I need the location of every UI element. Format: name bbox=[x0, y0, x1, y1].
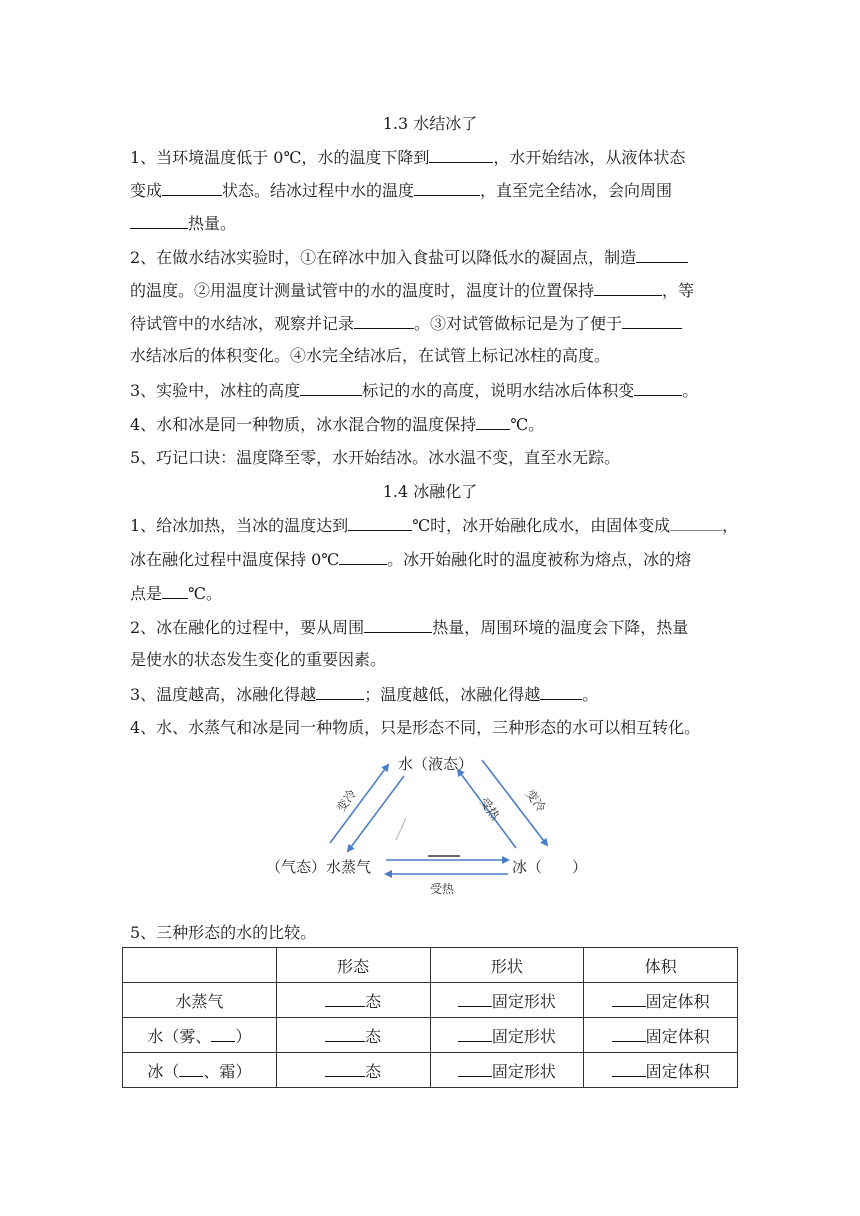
table-cell-volume: 固定体积 bbox=[584, 1018, 738, 1053]
s2-q3: 3、温度越高，冰融化得越 ；温度越低，冰融化得越 。 bbox=[130, 685, 599, 704]
blank[interactable] bbox=[325, 990, 365, 1007]
table-header: 形状 bbox=[430, 948, 584, 983]
blank[interactable] bbox=[458, 1025, 492, 1042]
s1-q1-line3: 热量。 bbox=[130, 212, 730, 235]
table-cell-name: 冰（ 、霜） bbox=[123, 1053, 277, 1088]
table-cell-name: 水蒸气 bbox=[123, 983, 277, 1018]
s1-q2-line2: 的温度。②用温度计测量试管中的水的温度时，温度计的位置保持 ，等 bbox=[130, 281, 695, 300]
blank[interactable] bbox=[211, 1025, 235, 1042]
s2-q1-line2: 冰在融化过程中温度保持 0℃ 。冰开始融化时的温度被称为熔点，冰的熔 bbox=[130, 550, 692, 569]
s1-q2-line3: 待试管中的水结冰，观察并记录 。③对试管做标记是为了便于 bbox=[130, 312, 730, 335]
s1-q4: 4、水和冰是同一种物质，冰水混合物的温度保持 ℃。 bbox=[130, 415, 545, 434]
blank[interactable] bbox=[612, 990, 646, 1007]
table-cell-state: 态 bbox=[276, 1018, 430, 1053]
diagram-faint-mark bbox=[396, 818, 406, 840]
blank[interactable] bbox=[458, 1060, 492, 1077]
comparison-table bbox=[122, 947, 738, 1088]
diagram-label-right-cool: 变冷 bbox=[522, 786, 549, 815]
blank[interactable] bbox=[612, 1025, 646, 1042]
s2-q1-line1: 1、给冰加热，当冰的温度达到 ℃时，冰开始融化成水，由固体变成 ， bbox=[130, 516, 739, 535]
s2-q5: 5、三种形态的水的比较。 bbox=[130, 923, 317, 942]
table-header: 形态 bbox=[276, 948, 430, 983]
diagram-label-right-heat: 受热 bbox=[476, 794, 503, 823]
diagram-node-ice: 冰（ ） bbox=[512, 858, 588, 876]
diagram-label-bottom-heat: 受热 bbox=[430, 882, 455, 896]
table-row bbox=[123, 1053, 738, 1088]
s1-q3: 3、实验中，冰柱的高度 标记的水的高度，说明水结冰后体积变 。 bbox=[130, 381, 699, 400]
s1-q1-line1: 1、当环境温度低于 0℃，水的温度下降到 ，水开始结冰，从液体状态 bbox=[130, 148, 686, 167]
table-cell-name: 水（雾、 ） bbox=[123, 1018, 277, 1053]
table-header-row bbox=[123, 948, 738, 983]
table-cell-state: 态 bbox=[276, 1053, 430, 1088]
diagram-node-vapor: （气态）水蒸气 bbox=[266, 858, 372, 876]
s1-q2-line4: 水结冰后的体积变化。④水完全结冰后，在试管上标记冰柱的高度。 bbox=[130, 346, 611, 365]
blank[interactable] bbox=[612, 1060, 646, 1077]
table-header: 体积 bbox=[584, 948, 738, 983]
table-row bbox=[123, 1018, 738, 1053]
blank[interactable] bbox=[458, 990, 492, 1007]
table-cell-volume: 固定体积 bbox=[584, 1053, 738, 1088]
section-title-1-3: 1.3 水结冰了 bbox=[382, 114, 478, 133]
diagram-label-left-cool: 变冷 bbox=[333, 786, 360, 815]
s2-q2-line2: 是使水的状态发生变化的重要因素。 bbox=[130, 650, 387, 669]
section-title-1-4: 1.4 冰融化了 bbox=[382, 482, 478, 501]
s2-q1-line3: 点是 ℃。 bbox=[130, 584, 222, 603]
blank[interactable] bbox=[325, 1060, 365, 1077]
s1-q5: 5、巧记口诀：温度降至零，水开始结冰。冰水温不变，直至水无踪。 bbox=[130, 448, 621, 467]
table-cell-state: 态 bbox=[276, 983, 430, 1018]
diagram-node-water: 水（液态） bbox=[398, 755, 474, 773]
table-row bbox=[123, 983, 738, 1018]
table-cell-volume: 固定体积 bbox=[584, 983, 738, 1018]
table-cell-shape: 固定形状 bbox=[430, 983, 584, 1018]
s2-q2-line1: 2、冰在融化的过程中，要从周围 热量，周围环境的温度会下降，热量 bbox=[130, 618, 689, 637]
s1-q1-line2: 变成 状态。结冰过程中水的温度 ，直至完全结冰，会向周围 bbox=[130, 181, 673, 200]
table-cell-shape: 固定形状 bbox=[430, 1053, 584, 1088]
blank[interactable] bbox=[325, 1025, 365, 1042]
table-header bbox=[123, 948, 277, 983]
table-cell-shape: 固定形状 bbox=[430, 1018, 584, 1053]
s2-q4: 4、水、水蒸气和冰是同一种物质，只是形态不同，三种形态的水可以相互转化。 bbox=[130, 718, 701, 737]
s1-q2-line1: 2、在做水结冰实验时，①在碎冰中加入食盐可以降低水的凝固点，制造 bbox=[130, 246, 730, 269]
blank[interactable] bbox=[179, 1060, 203, 1077]
